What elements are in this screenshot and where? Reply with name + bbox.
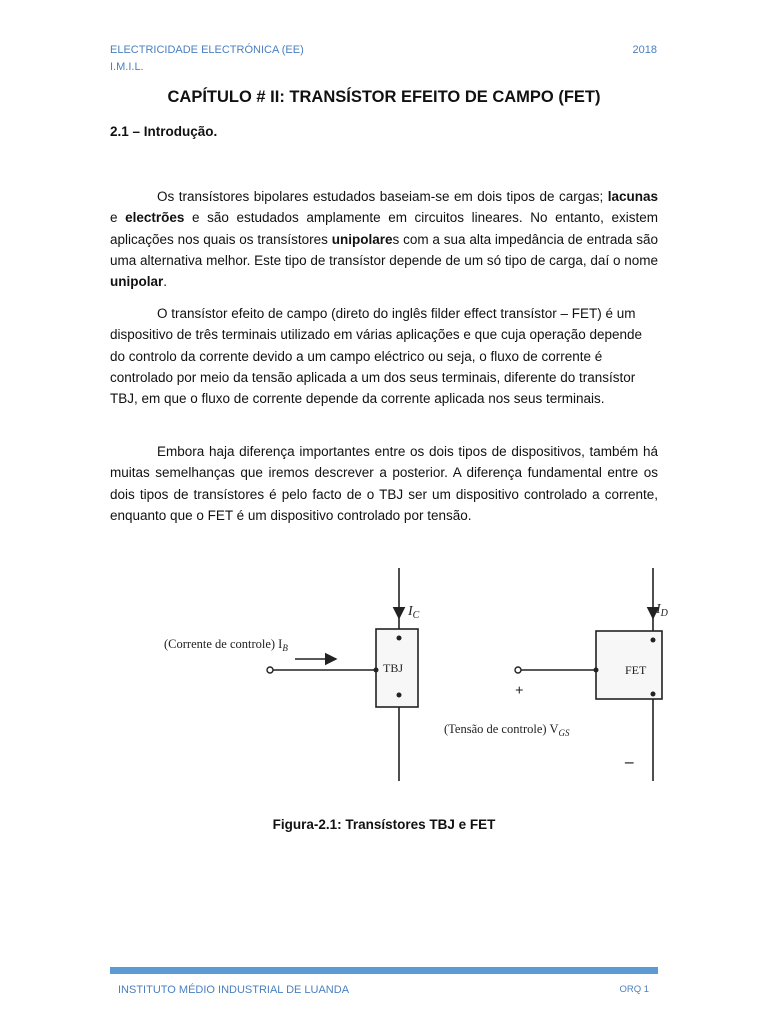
header-course: ELECTRICIDADE ELECTRÓNICA (EE) (110, 44, 304, 56)
fet-minus-sign: – (625, 752, 634, 771)
paragraph-1: Os transístores bipolares estudados baseiam-se em dois tipos de cargas; lacunas e electrões e são estudados amplamente em circuitos lineares. No entanto, existem aplicações nos quais os transístores unipolares com a sua alta impedância de entrada são uma alternativa melhor. Este tipo de transístor depende de um só tipo de carga, daí o nome unipolar. (110, 189, 658, 290)
page-footer (118, 984, 657, 996)
term-unipolar: unipolar (110, 274, 164, 290)
footer-institute: INSTITUTO MÉDIO INDUSTRIAL DE LUANDA (118, 984, 350, 996)
svg-text:(Tensão de controle) VGS: (Tensão de controle) $V_{GS}$ (444, 722, 570, 738)
term-electroes: electrões (125, 210, 185, 226)
fet-id-label: I (656, 602, 661, 617)
chapter-title: CAPÍTULO # II: TRANSÍSTOR EFEITO DE CAMPO (FET) (167, 88, 601, 106)
tbj-box-label: TBJ (383, 661, 404, 675)
header-year: 2018 (632, 44, 657, 56)
svg-text:(Corrente de controle) IB: (Corrente de controle) $I_B$ (164, 637, 288, 653)
tbj-input-terminal (267, 667, 273, 673)
figure-caption: Figura-2.1: Transístores TBJ e FET (272, 817, 496, 832)
footer-rule (110, 967, 658, 974)
section-heading: 2.1 – Introdução. (110, 124, 218, 139)
fet-control-label: (Tensão de controle) V (444, 722, 559, 736)
paragraph-3: Embora haja diferença importantes entre os dois tipos de dispositivos, também há muitas semelhanças que iremos descrever a posterior. A diferença fundamental entre os dois tipos de transístores é pelo facto de o TBJ ser um dispositivo controlado a corrente, enquanto que o FET é um dispositivo controlado por tensão. (110, 444, 658, 523)
term-unipolare: unipolare (331, 231, 393, 247)
footer-page: ORQ 1 (619, 984, 649, 995)
svg-text:ID: $I_D$ (656, 602, 668, 619)
tbj-ic-label: I (408, 604, 413, 619)
paragraph-2: O transístor efeito de campo (direto do inglês filder effect transístor – FET) é um dispositivo de três terminais utilizado em várias aplicações e que cuja operação depende do controlo da corrente devido a um campo eléctrico ou seja, o fluxo de corrente é controlado por meio da tensão aplicada a um dos seus terminais, diferente do transístor TBJ, em que o fluxo de corrente depende da corrente aplicada nos seus terminais. (110, 306, 643, 407)
fet-box-label: FET (625, 663, 647, 677)
fet-plus-sign: + (515, 683, 524, 699)
term-lacunas: lacunas (607, 189, 658, 204)
fet-input-terminal (515, 667, 521, 673)
tbj-control-label: (Corrente de controle) I (164, 637, 283, 651)
page-header (110, 42, 657, 76)
svg-text:IC: $I_C$ (408, 604, 420, 621)
header-school: I.M.I.L. (110, 61, 144, 73)
transistor-figure (164, 563, 670, 788)
